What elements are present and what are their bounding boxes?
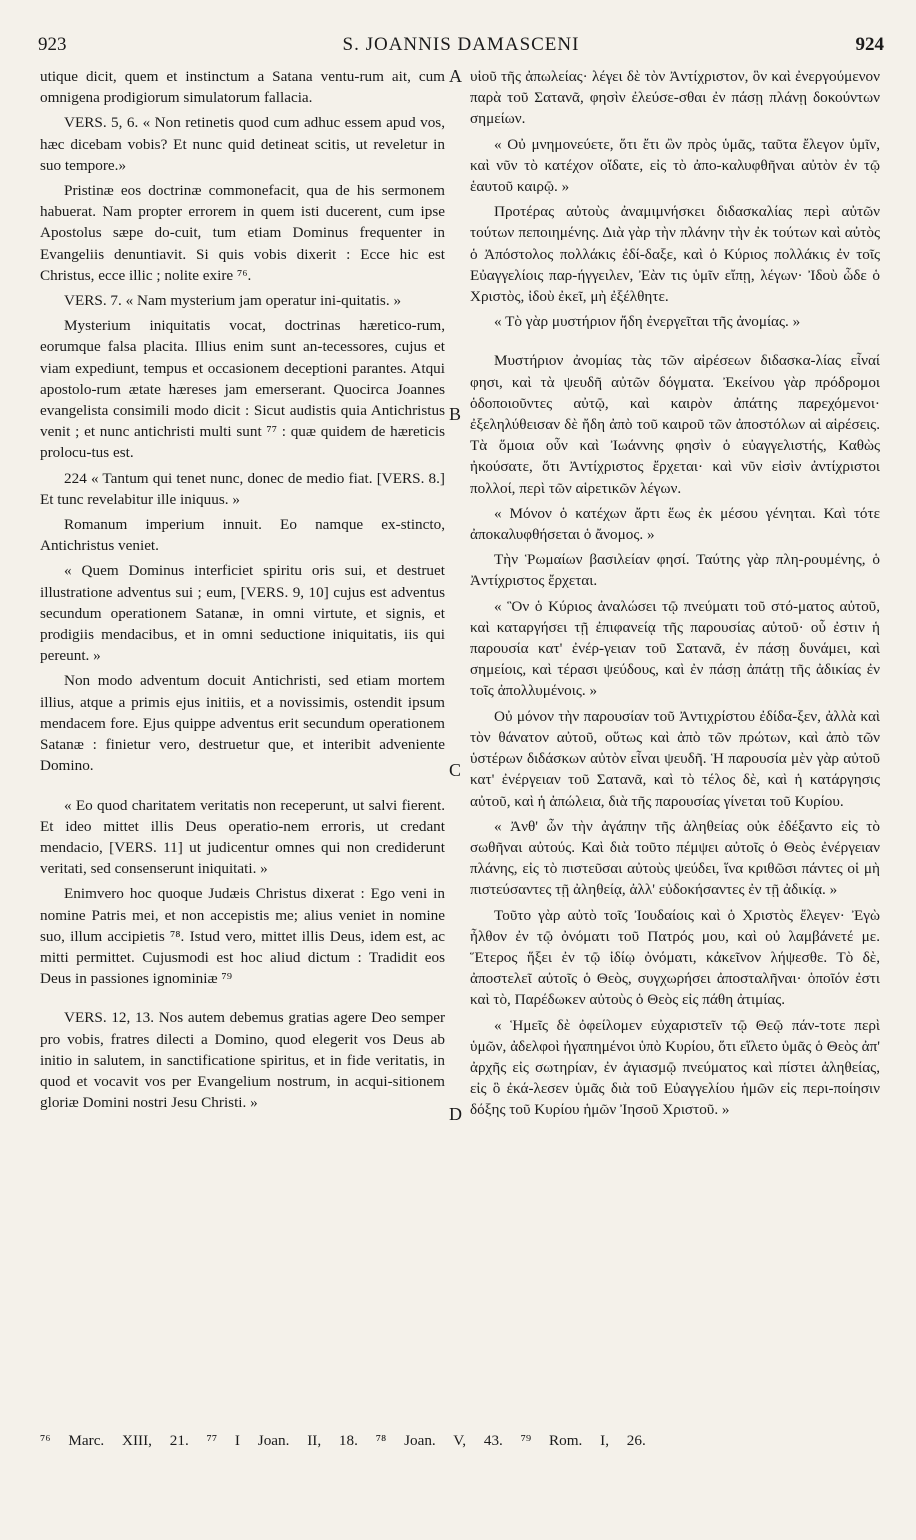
- section-marker-c: C: [449, 760, 462, 780]
- greek-paragraph: « Ἀνθ' ὧν τὴν ἀγάπην τῆς ἀληθείας οὐκ ἐδέξαντο εἰς τὸ σωθῆναι αὐτούς. Καὶ διὰ τοῦτο πέμψει αὐτοῖς ὁ Θεὸς ἐνέργειαν πλάνης, εἰς τὸ πιστεῦσαι αὐτοὺς ψεύδει, ἵνα κριθῶσι πάντες οἱ μὴ πιστεύσαντες τῇ ἀληθείᾳ, ἀλλ' εὐδοκήσαντες ἐν τῇ ἀδικίᾳ. »: [470, 817, 880, 899]
- greek-paragraph: « Τὸ γὰρ μυστήριον ἤδη ἐνεργεῖται τῆς ἀνομίας. »: [494, 313, 801, 331]
- latin-paragraph: VERS. 12, 13. Nos autem debemus gratias agere Deo semper pro vobis, fratres dilecti a Domino, quod elegerit vos Deus ab initio in salutem, in sanctificatione spiritus, et in fide veritatis, in quod et vocavit vos per Evangelium nostrum, in acqui-sitionem gloriæ Domini nostri Jesu Christi. »: [40, 1009, 445, 1112]
- latin-paragraph: « Quem Dominus interficiet spiritu oris sui, et destruet illustratione adventus sui ; eum, [VERS. 9, 10] cujus est adventus secundum operationem Satanæ, in omni virtute, et signis, et prodigiis mendacibus, et in omni seductione iniquitatis, iis qui pereunt. »: [40, 562, 445, 665]
- greek-paragraph: « Ὃν ὁ Κύριος ἀναλώσει τῷ πνεύματι τοῦ στό-ματος αὐτοῦ, καὶ καταργήσει τῇ ἐπιφανείᾳ τῆς παρουσίας αὐτοῦ· οὗ ἐστιν ἡ παρουσία κατ' ἐνέρ-γειαν τοῦ Σατανᾶ, ἐν πάσῃ δυνάμει, καὶ σημείοις, καὶ τέρασι ψεύδους, καὶ ἐν πάσῃ ἀπάτῃ τῆς ἀδικίας ἐν τοῖς ἀπολλυμένοις. »: [470, 597, 880, 700]
- section-marker-b: B: [449, 404, 462, 424]
- latin-paragraph: Romanum imperium innuit. Eo namque ex-stincto, Antichristus veniet.: [40, 516, 445, 555]
- latin-paragraph: Enimvero hoc quoque Judæis Christus dixerat : Ego veni in nomine Patris mei, et non accepistis me; alius veniet in nomine suo, illum accipietis ⁷⁸. Istud vero, mittet illis Deus, idem est, ac mitti permittet. Cujusmodi est hoc aliud dictum : Tradidit eos Deus in passiones ignominiæ ⁷⁹: [40, 885, 445, 988]
- greek-paragraph: « Οὐ μνημονεύετε, ὅτι ἔτι ὢν πρὸς ὑμᾶς, ταῦτα ἔλεγον ὑμῖν, καὶ νῦν τὸ κατέχον οἴδατε, εἰς τὸ ἀπο-καλυφθῆναι αὐτὸν ἐν τῷ ἑαυτοῦ καιρῷ. »: [470, 135, 880, 196]
- page-number-left: 923: [38, 34, 67, 55]
- latin-paragraph: VERS. 7. « Nam mysterium jam operatur ini-quitatis. »: [64, 292, 402, 310]
- greek-paragraph: Τὴν Ῥωμαίων βασιλείαν φησί. Ταύτης γὰρ πλη-ρουμένης, ὁ Ἀντίχριστος ἔρχεται.: [470, 551, 880, 590]
- greek-paragraph: Μυστήριον ἀνομίας τὰς τῶν αἱρέσεων διδασκα-λίας εἶναί φησι, καὶ τὰ ψευδῆ αὐτῶν δόγματα. Ἐκείνου γὰρ πρόδρομοι ὁδοποιοῦντες αὐτῷ, καὶ καιρὸν ἀπάτης παρεχόμενοι· ἐξεληλύθεισαν δὲ ἤδη ἀπὸ τοῦ καιροῦ τῶν ἀποστόλων αἱ αἱρέσεις. Τὰ ὅμοια οὖν καὶ Ἰωάννης φησὶν ὁ εὐαγγελιστής, Καθὼς ἠκούσατε, ὅτι Ἀντίχριστος ἔρχεται· καὶ νῦν εἰσὶν ἀντίχριστοι πολλοί, περὶ τῶν αἱρετικῶν λέγων.: [470, 352, 880, 497]
- latin-paragraph: « Eo quod charitatem veritatis non receperunt, ut salvi fierent. Et ideo mittet illis Deus operatio-nem erroris, ut credant mendacio, [VERS. 11] ut judicentur omnes qui non crediderunt veritati, sed consenserunt iniquitati. »: [40, 796, 445, 878]
- latin-paragraph: 224 « Tantum qui tenet nunc, donec de medio fiat. [VERS. 8.] Et tunc revelabitur ille iniquus. »: [40, 469, 445, 508]
- greek-paragraph: Προτέρας αὐτοὺς ἀναμιμνήσκει διδασκαλίας περὶ αὐτῶν τούτων πεποιημένης. Διὰ γὰρ τὴν πλάνην τὴν ἐκ τούτων καὶ αὐτὸς ὁ Ἀπόστολος πολλάκις ἐδί-δαξε, καὶ ὁ Κύριος πολλάκις ἐν τοῖς Εὐαγγελίοις παρ-ήγγειλεν, Ἐὰν τις ὑμῖν εἴπῃ, λέγων· Ἰδοὺ ὧδε ὁ Χριστὸς, ἰδοὺ ἐκεῖ, μὴ ἐξέλθητε.: [470, 203, 880, 306]
- running-head: S. JOANNIS DAMASCENI: [342, 34, 580, 55]
- footnotes: ⁷⁶ Marc. XIII, 21. ⁷⁷ I Joan. II, 18. ⁷⁸ Joan. V, 43. ⁷⁹ Rom. I, 26.: [40, 1432, 646, 1449]
- greek-column: [470, 66, 880, 1125]
- latin-paragraph: Mysterium iniquitatis vocat, doctrinas hæretico-rum, eorumque falsa placita. Illius enim sunt an-tecessores, cujus et viam expediunt, tempus et occasionem deceptioni parantes. Atqui apostolo-rum ætate hæreses jam emerserant. Quocirca Joannes evangelista consimili modo dicit : Sicut audistis quia Antichristus venit ; et nunc antichristi multi sunt ⁷⁷ : quæ quidem de hæreticis prolocu-tus est.: [40, 317, 445, 462]
- greek-paragraph: « Μόνον ὁ κατέχων ἄρτι ἕως ἐκ μέσου γένηται. Καὶ τότε ἀποκαλυφθήσεται ὁ ἄνομος. »: [470, 504, 880, 544]
- page-header: [38, 34, 884, 60]
- greek-paragraph: Τοῦτο γὰρ αὐτὸ τοῖς Ἰουδαίοις καὶ ὁ Χριστὸς ἔλεγεν· Ἐγὼ ἦλθον ἐν τῷ ὀνόματι τοῦ Πατρός μου, καὶ οὐ λαμβάνετέ με. Ἕτερος ἥξει ἐν τῷ ἰδίῳ ὀνόματι, κἀκεῖνον λήψεσθε. Τὸ δὲ, ἀποστελεῖ αὐτοῖς ὁ Θεὸς, συγχωρήσει ἀποσταλῆναι· ὁποῖόν ἐστι καὶ τὸ, Παρέδωκεν αὐτοὺς ὁ Θεὸς εἰς πάθη ἀτιμίας.: [470, 906, 880, 1009]
- greek-paragraph: υἱοῦ τῆς ἀπωλείας· λέγει δὲ τὸν Ἀντίχριστον, ὃν καὶ ἐνεργούμενον παρὰ τοῦ Σατανᾶ, φησὶν ἐλεύσε-σθαι ἐν πάσῃ πλάνῃ δοκούντων σημείων.: [470, 68, 880, 128]
- section-marker-a: A: [449, 66, 462, 86]
- section-marker-d: D: [449, 1104, 462, 1124]
- latin-column: [40, 66, 445, 1117]
- page-number-right: 924: [855, 34, 884, 55]
- greek-paragraph: « Ἡμεῖς δὲ ὀφείλομεν εὐχαριστεῖν τῷ Θεῷ πάν-τοτε περὶ ὑμῶν, ἀδελφοὶ ἠγαπημένοι ὑπὸ Κυρίου, ὅτι εἵλετο ὑμᾶς ὁ Θεὸς ἀπ' ἀρχῆς εἰς σωτηρίαν, ἐν ἁγιασμῷ πνεύματος καὶ πίστει ἀληθείας, εἰς ὃ ἐκά-λεσεν ὑμᾶς διὰ τοῦ Εὐαγγελίου ἡμῶν εἰς περι-ποίησιν δόξης τοῦ Κυρίου ἡμῶν Ἰησοῦ Χριστοῦ. »: [470, 1016, 880, 1119]
- greek-paragraph: Οὐ μόνον τὴν παρουσίαν τοῦ Ἀντιχρίστου ἐδίδα-ξεν, ἀλλὰ καὶ τὸν θάνατον αὐτοῦ, οὕτως καὶ ἀπὸ τῶν πρώτων, καὶ ἀπὸ τῶν ὑστέρων διδάσκων αὐτὸν εἶναι ψευδῆ. Ἡ παρουσία μὲν γὰρ αὐτοῦ κατ' ἐνέργειαν τοῦ Σατανᾶ, καὶ τὸ τέλος δὲ, καὶ ἡ κατάργησις αὐτοῦ, καὶ ἡ ἀπώλεια, διὰ τῆς παρουσίας γίνεται τοῦ Κυρίου.: [470, 707, 880, 810]
- latin-paragraph: VERS. 5, 6. « Non retinetis quod cum adhuc essem apud vos, hæc dicebam vobis? Et nunc quid detineat scitis, ut reveletur in suo tempore.»: [40, 114, 445, 174]
- latin-paragraph: utique dicit, quem et instinctum a Satana ventu-rum ait, cum omnigena prodigiorum simulatorum fallacia.: [40, 68, 445, 107]
- latin-paragraph: Pristinæ eos doctrinæ commonefacit, qua de his sermonem habuerat. Nam propter errorem in quem isti ducerent, cum ipse Apostolus sæpe do-cuit, tum etiam Dominus frequenter in Evangeliis denuntiavit. Si quis vobis dixerit : Ecce hic est Christus, ecce illic ; nolite exire ⁷⁶.: [40, 182, 445, 284]
- latin-paragraph: Non modo adventum docuit Antichristi, sed etiam mortem illius, atque a primis ejus initiis, et a novissimis, ostendit ipsum mendacem fore. Ejus quippe adventus erit secundum operationem Satanæ : finietur vero, destruetur que, et interibit adveniente Domino.: [40, 672, 445, 775]
